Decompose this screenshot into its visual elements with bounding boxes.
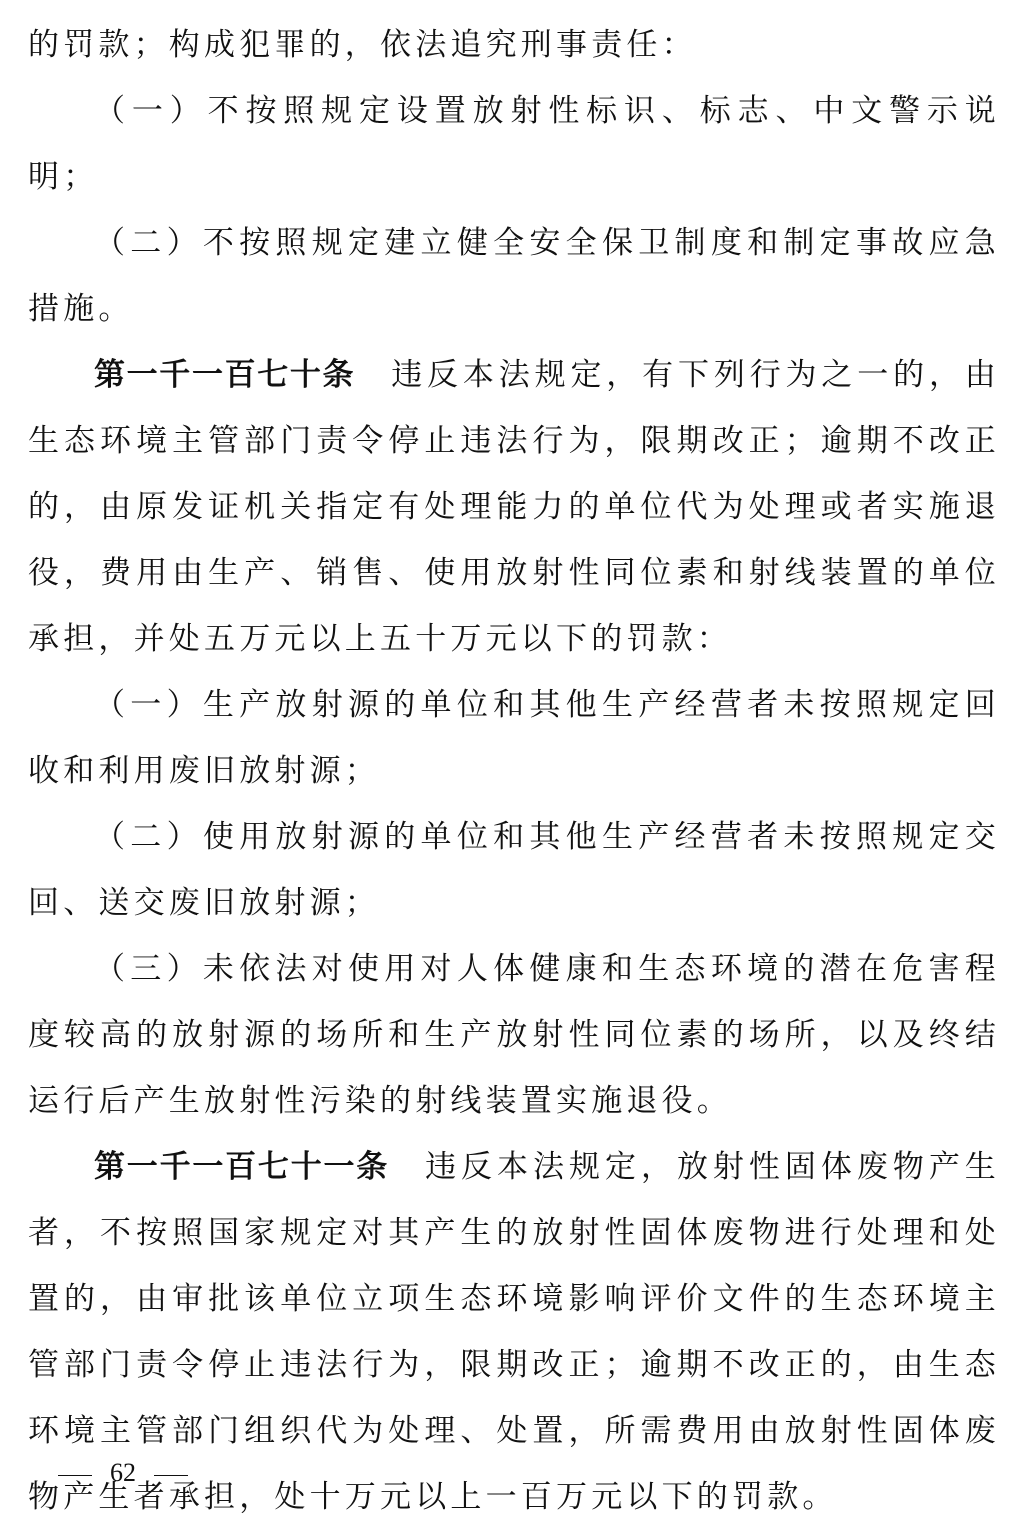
- list-item-2: [28, 210, 1000, 342]
- list-item-1: [28, 78, 1000, 210]
- paragraph-text: （二）不按照规定建立健全安全保卫制度和制定事故应急措施。: [28, 225, 1000, 327]
- document-body: [28, 12, 1000, 1530]
- paragraph-text: （一）生产放射源的单位和其他生产经营者未按照规定回收和利用废旧放射源；: [28, 687, 1000, 789]
- paragraph-text: （二）使用放射源的单位和其他生产经营者未按照规定交回、送交废旧放射源；: [28, 819, 1000, 921]
- page-footer: [40, 1458, 206, 1488]
- footer-dash-left: [58, 1475, 92, 1476]
- paragraph-text: 违反本法规定，放射性固体废物产生者，不按照国家规定对其产生的放射性固体废物进行处理和处置的，由审批该单位立项生态环境影响评价文件的生态环境主管部门责令停止违法行为，限期改正；逾期不改正的，由生态环境主管部门组织代为处理、处置，所需费用由放射性固体废物产生者承担，处十万元以上一百万元以下的罚款。: [28, 1149, 1001, 1515]
- paragraph-text: （一）不按照规定设置放射性标识、标志、中文警示说明；: [28, 93, 1000, 195]
- paragraph-continuation: [28, 12, 1000, 78]
- paragraph-text: 的罚款；构成犯罪的，依法追究刑事责任：: [28, 27, 697, 63]
- list-item-2: [28, 804, 1000, 936]
- list-item-1: [28, 672, 1000, 804]
- article-title: 第一千一百七十一条: [94, 1149, 390, 1185]
- article-1170: [28, 342, 1000, 672]
- list-item-3: [28, 936, 1000, 1134]
- article-title: 第一千一百七十条: [94, 357, 356, 393]
- paragraph-text: 违反本法规定，有下列行为之一的，由生态环境主管部门责令停止违法行为，限期改正；逾期不改正的，由原发证机关指定有处理能力的单位代为处理或者实施退役，费用由生产、销售、使用放射性同位素和射线装置的单位承担，并处五万元以上五十万元以下的罚款：: [28, 357, 1000, 657]
- paragraph-text: （三）未依法对使用对人体健康和生态环境的潜在危害程度较高的放射源的场所和生产放射性同位素的场所，以及终结运行后产生放射性污染的射线装置实施退役。: [28, 951, 1000, 1119]
- footer-dash-right: [154, 1475, 188, 1476]
- page-number: 62: [110, 1458, 136, 1487]
